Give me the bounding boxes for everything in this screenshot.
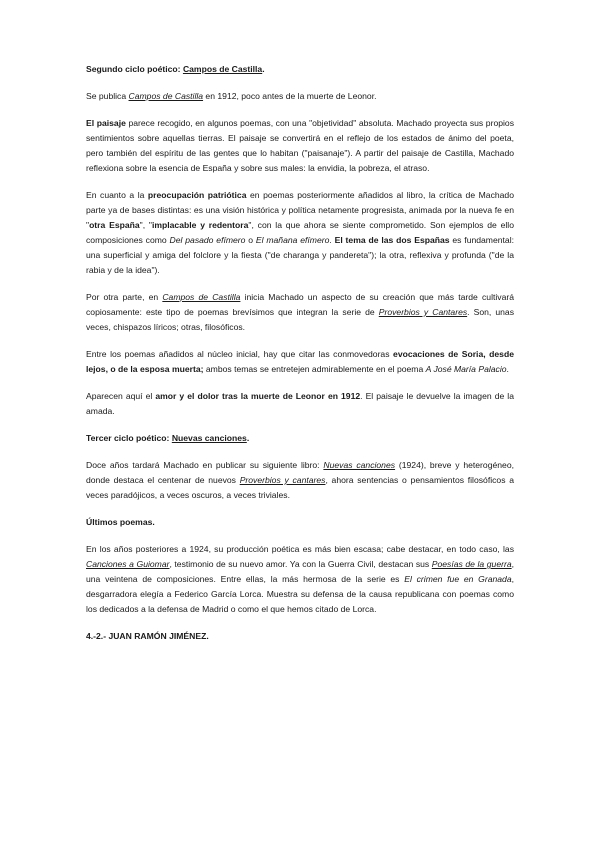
book-title: Campos de Castilla	[162, 292, 241, 302]
book-title: Poesías de la guerra	[431, 559, 512, 569]
book-title: Nuevas canciones	[171, 433, 247, 443]
section-heading-tercer-ciclo: Tercer ciclo poético: Nuevas canciones.	[86, 433, 250, 443]
section-heading-ultimos-poemas: Últimos poemas.	[86, 517, 155, 527]
book-title: Proverbios y Cantares	[378, 307, 468, 317]
book-title: Nuevas canciones	[323, 460, 396, 470]
book-title: Campos de Castilla	[182, 64, 263, 74]
paragraph-otra-parte: Por otra parte, en Campos de Castilla inicia Machado un aspecto de su creación que más tarde cultivará copiosamente: este tipo de poemas brevísimos que integran la serie de Proverbios y Cantares. Son, unas veces, chispazos líricos; otras, filosóficos.	[86, 292, 514, 332]
book-title: Campos de Castilla	[128, 91, 204, 101]
section-heading-juan-ramon: 4.-2.- JUAN RAMÓN JIMÉNEZ.	[86, 631, 209, 641]
paragraph-ultimos: En los años posteriores a 1924, su producción poética es más bien escasa; cabe destacar, en todo caso, las Canciones a Guiomar, testimonio de su nuevo amor. Ya con la Guerra Civil, destacan sus Poesías de la guerra, una veintena de composiciones. Entre ellas, la más hermosa de la serie es El crimen fue en Granada, desgarradora elegía a Federico García Lorca. Muestra su defensa de la causa republicana con poemas como los dedicados a la defensa de Madrid o como el que hemos citado de Lorca.	[86, 544, 514, 614]
paragraph-doce-anos: Doce años tardará Machado en publicar su siguiente libro: Nuevas canciones (1924), breve y heterogéneo, donde destaca el centenar de nuevos Proverbios y cantares, ahora sentencias o pensamientos filosóficos a veces paradójicos, a veces oscuros, a veces triviales.	[86, 460, 514, 500]
paragraph-publica: Se publica Campos de Castilla en 1912, poco antes de la muerte de Leonor.	[86, 91, 377, 101]
paragraph-soria: Entre los poemas añadidos al núcleo inicial, hay que citar las conmovedoras evocaciones de Soria, desde lejos, o de la esposa muerta; ambos temas se entretejen admirablemente en el poema A José María Palacio.	[86, 349, 514, 374]
section-heading-segundo-ciclo: Segundo ciclo poético: Campos de Castilla.	[86, 64, 265, 74]
book-title: Canciones a Guiomar	[86, 559, 170, 569]
paragraph-preocupacion-patriotica: En cuanto a la preocupación patriótica en poemas posteriormente añadidos al libro, la crítica de Machado parte ya de bases distintas: es una visión histórica y política netamente progresista, animada por la nueva fe en "otra España", "implacable y redentora", con la que ahora se siente comprometido. Son ejemplos de ello composiciones como Del pasado efímero o El mañana efímero. El tema de las dos Españas es fundamental: una superficial y amiga del folclore y la fiesta ("de charanga y pandereta"); la otra, reflexiva y profunda ("de la rabia y de la idea").	[86, 190, 514, 275]
paragraph-amor-dolor: Aparecen aquí el amor y el dolor tras la muerte de Leonor en 1912. El paisaje le devuelve la imagen de la amada.	[86, 391, 514, 416]
paragraph-paisaje: El paisaje parece recogido, en algunos poemas, con una "objetividad" absoluta. Machado proyecta sus propios sentimientos sobre aquellas tierras. El paisaje se convertirá en el reflejo de los estados de ánimo del poeta, pero también del espíritu de las gentes que lo habitan ("paisanaje"). A partir del paisaje de Castilla, Machado reflexiona sobre la esencia de España y sobre sus males: la envidia, la pobreza, el atraso.	[86, 118, 514, 173]
book-title: Proverbios y cantares	[239, 475, 326, 485]
